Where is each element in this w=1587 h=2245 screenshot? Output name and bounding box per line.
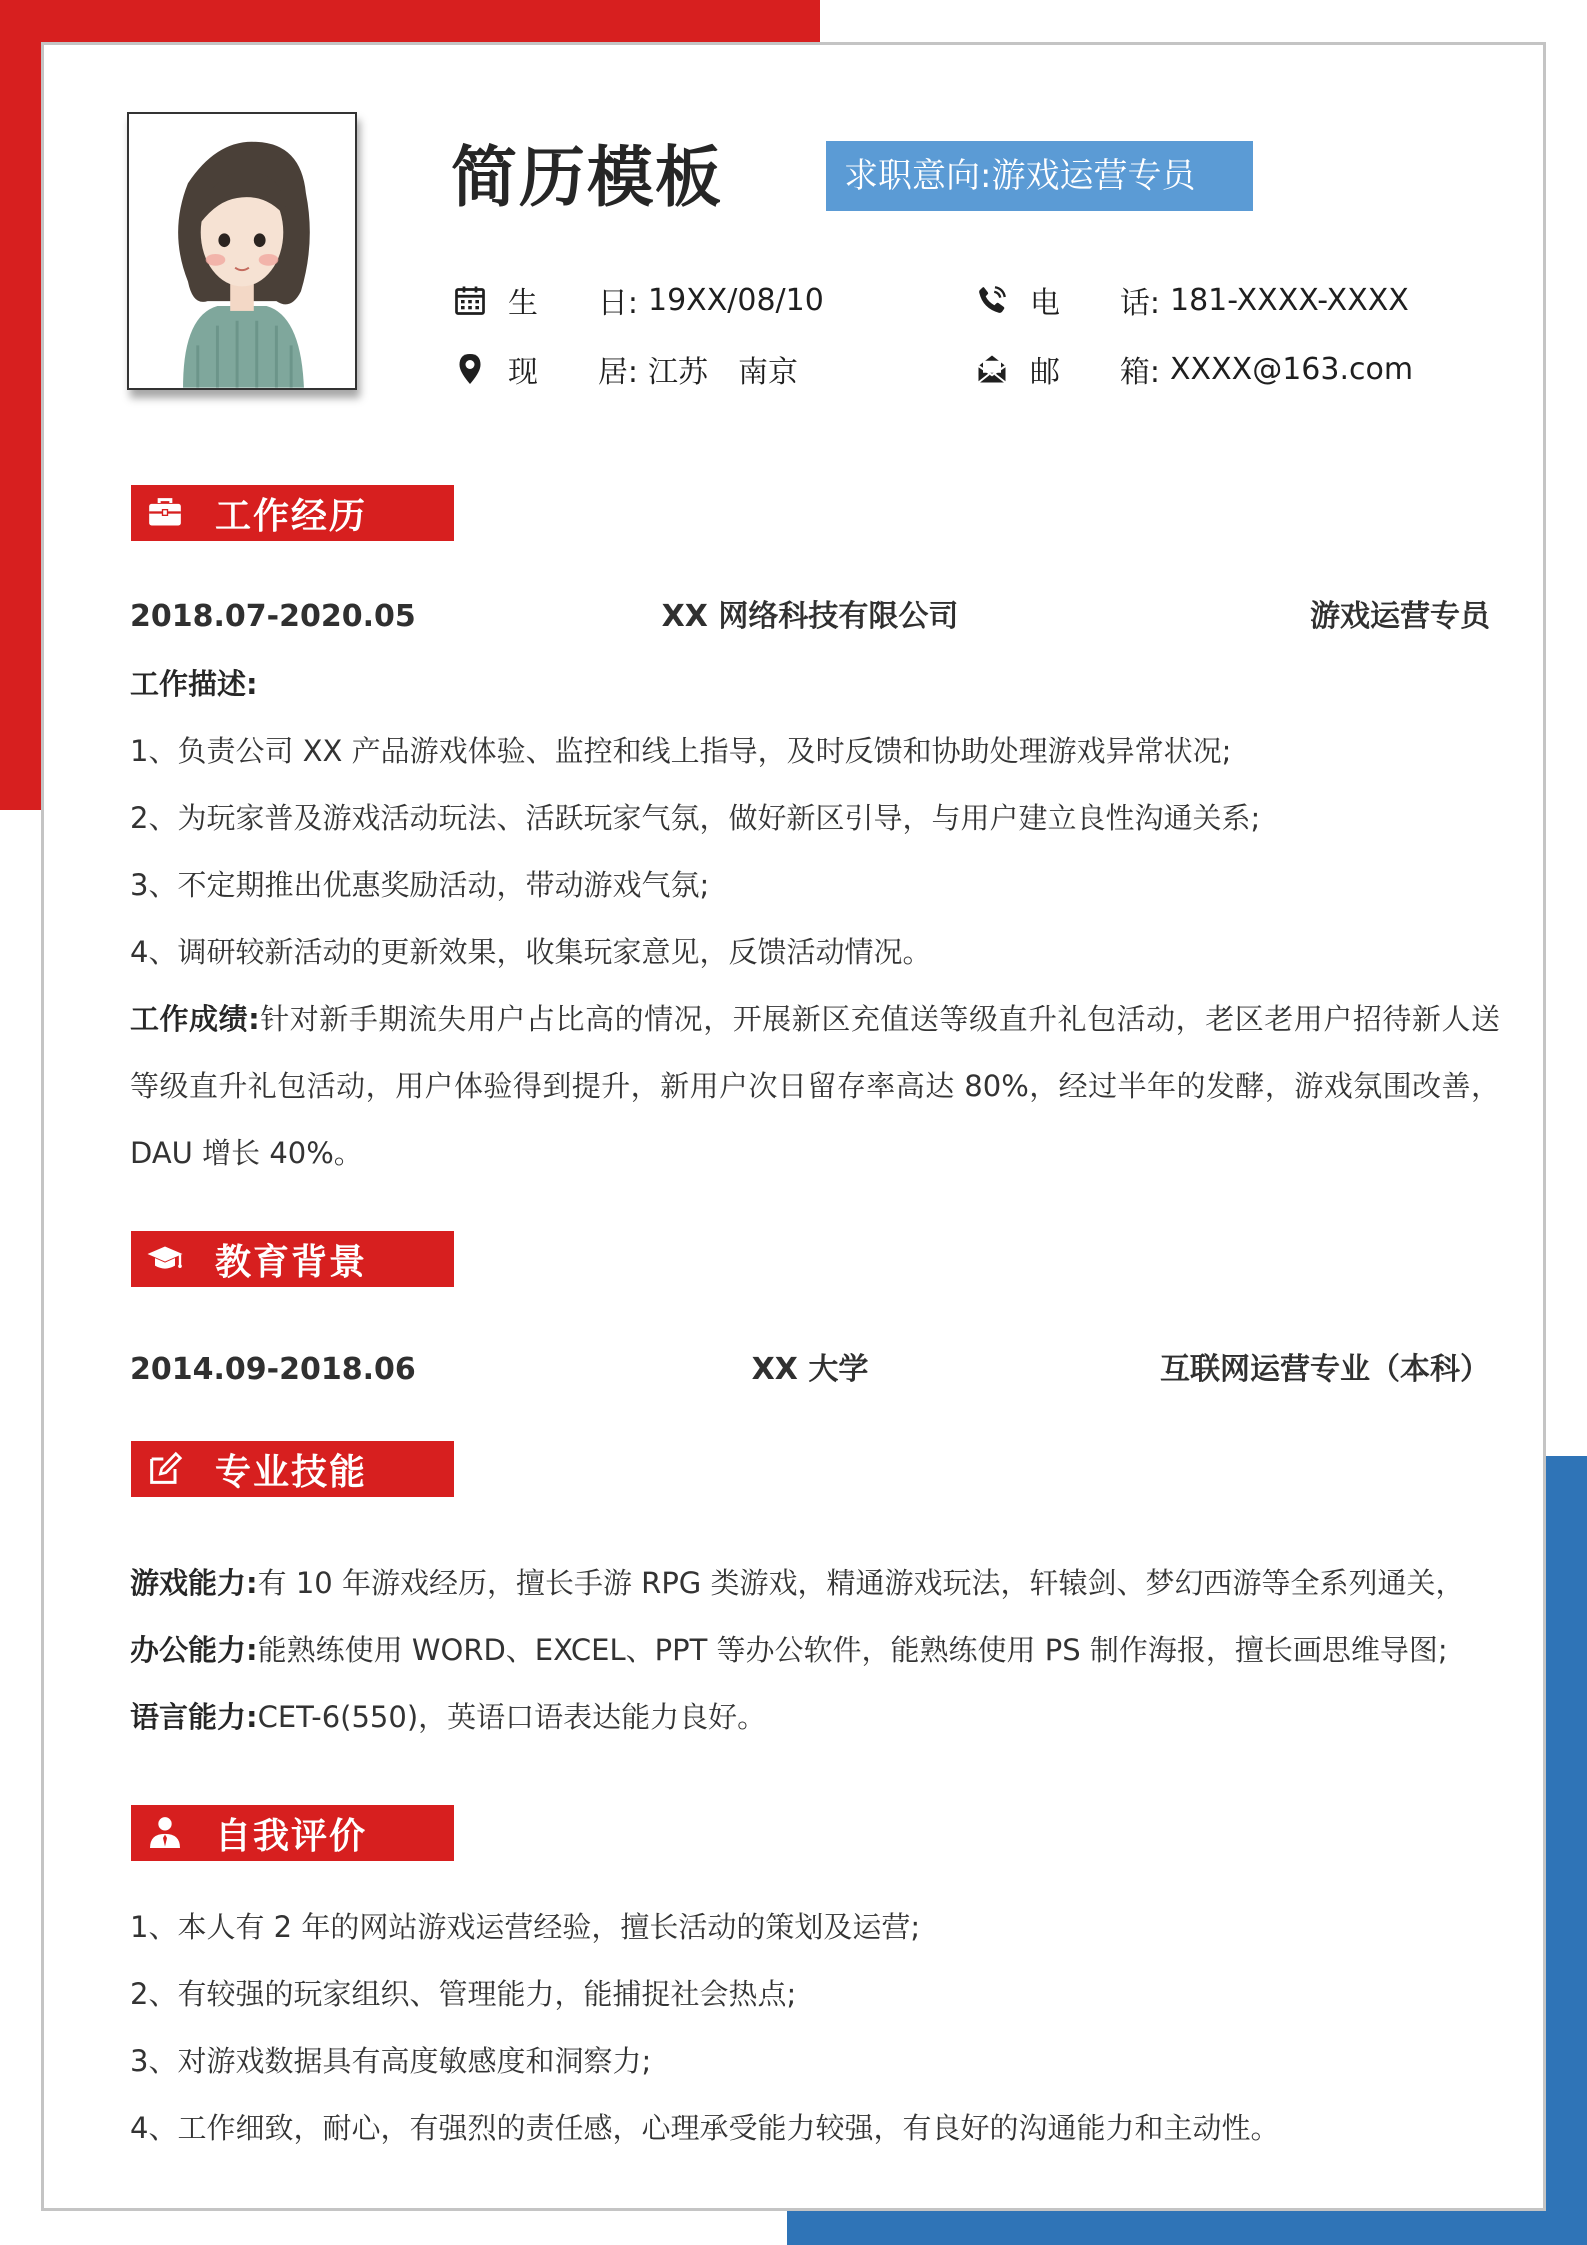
section-work-title: 工作经历 [215,495,368,537]
section-self-eval-header [131,1805,454,1861]
birthday-value: 19XX/08/10 [648,282,824,318]
envelope-icon [974,351,1010,387]
skill-text: 有 10 年游戏经历，擅长手游 RPG 类游戏，精通游戏玩法，轩辕剑、梦幻西游等全系列通关， [257,1566,1465,1600]
location-pin-icon [452,351,488,387]
work-entry-row [130,595,1490,639]
work-desc-label-line [130,662,1500,706]
resume-sheet [41,42,1546,2211]
email-label-b: 箱: [1119,355,1160,390]
info-birthday [452,278,824,322]
section-work-header [131,485,454,541]
section-skills-header [131,1441,454,1497]
phone-label-a: 电 [1030,286,1060,321]
calendar-icon [452,282,488,318]
self-eval-item: 1、本人有 2 年的网站游戏运营经验，擅长活动的策划及运营; [130,1910,921,1944]
work-achievement-label: 工作成绩: [130,1002,260,1036]
skill-item [130,1628,1500,1672]
skill-label: 语言能力: [130,1700,258,1734]
briefcase-icon [145,493,185,533]
job-objective-badge: 求职意向:游戏运营专员 [826,141,1253,211]
skill-label: 办公能力: [130,1633,258,1667]
residence-value: 江苏 南京 [648,355,798,390]
education-school: XX 大学 [751,1352,869,1387]
email-value: XXXX@163.com [1170,351,1414,387]
work-company: XX 网络科技有限公司 [661,599,959,634]
person-icon [145,1813,185,1853]
skill-item [130,1695,1500,1739]
skill-text: CET-6(550)，英语口语表达能力良好。 [257,1700,767,1734]
phone-icon [974,282,1010,318]
education-period: 2014.09-2018.06 [130,1352,416,1387]
email-label-a: 邮 [1030,355,1060,390]
resume-title: 简历模板 [451,139,723,216]
info-email [974,347,1413,391]
self-eval-item: 4、工作细致，耐心，有强烈的责任感，心理承受能力较强，有良好的沟通能力和主动性。 [130,2111,1280,2145]
education-entry-row [130,1348,1490,1392]
work-achievement-text: 针对新手期流失用户占比高的情况，开展新区充值送等级直升礼包活动，老区老用户招待新人送等级直升礼包活动，用户体验得到提升，新用户次日留存率高达 80%，经过半年的发酵，游戏氛围改善，DAU 增长 40%。 [130,1002,1500,1170]
birthday-label-b: 日: [597,286,638,321]
work-item: 3、不定期推出优惠奖励活动，带动游戏气氛; [130,868,710,902]
work-achievement [130,986,1500,1187]
residence-label-a: 现 [508,355,538,390]
cartoon-girl-illustration [129,114,355,388]
residence-label-b: 居: [597,355,638,390]
graduation-cap-icon [145,1239,185,1279]
work-item: 2、为玩家普及游戏活动玩法、活跃玩家气氛，做好新区引导，与用户建立良性沟通关系; [130,801,1261,835]
work-position: 游戏运营专员 [1310,599,1490,634]
section-self-eval-title: 自我评价 [215,1815,368,1857]
section-education-header [131,1231,454,1287]
skill-text: 能熟练使用 WORD、EXCEL、PPT 等办公软件，能熟练使用 PS 制作海报，擅长画思维导图; [257,1633,1448,1667]
work-desc-label: 工作描述: [130,667,258,701]
section-education-title: 教育背景 [215,1241,368,1283]
work-period: 2018.07-2020.05 [130,599,416,634]
work-item: 4、调研较新活动的更新效果，收集玩家意见，反馈活动情况。 [130,935,932,969]
education-major: 互联网运营专业（本科） [1160,1352,1490,1387]
phone-value: 181-XXXX-XXXX [1170,282,1409,318]
phone-label-b: 话: [1119,286,1160,321]
info-residence [452,347,798,391]
skill-item [130,1561,1500,1605]
edit-pencil-icon [145,1449,185,1489]
avatar-photo [127,112,357,390]
self-eval-item: 2、有较强的玩家组织、管理能力，能捕捉社会热点; [130,1977,797,2011]
self-eval-item: 3、对游戏数据具有高度敏感度和洞察力; [130,2044,652,2078]
skill-label: 游戏能力: [130,1566,258,1600]
work-item: 1、负责公司 XX 产品游戏体验、监控和线上指导，及时反馈和协助处理游戏异常状况; [130,734,1232,768]
section-skills-title: 专业技能 [215,1451,368,1493]
birthday-label-a: 生 [508,286,538,321]
info-phone [974,278,1409,322]
